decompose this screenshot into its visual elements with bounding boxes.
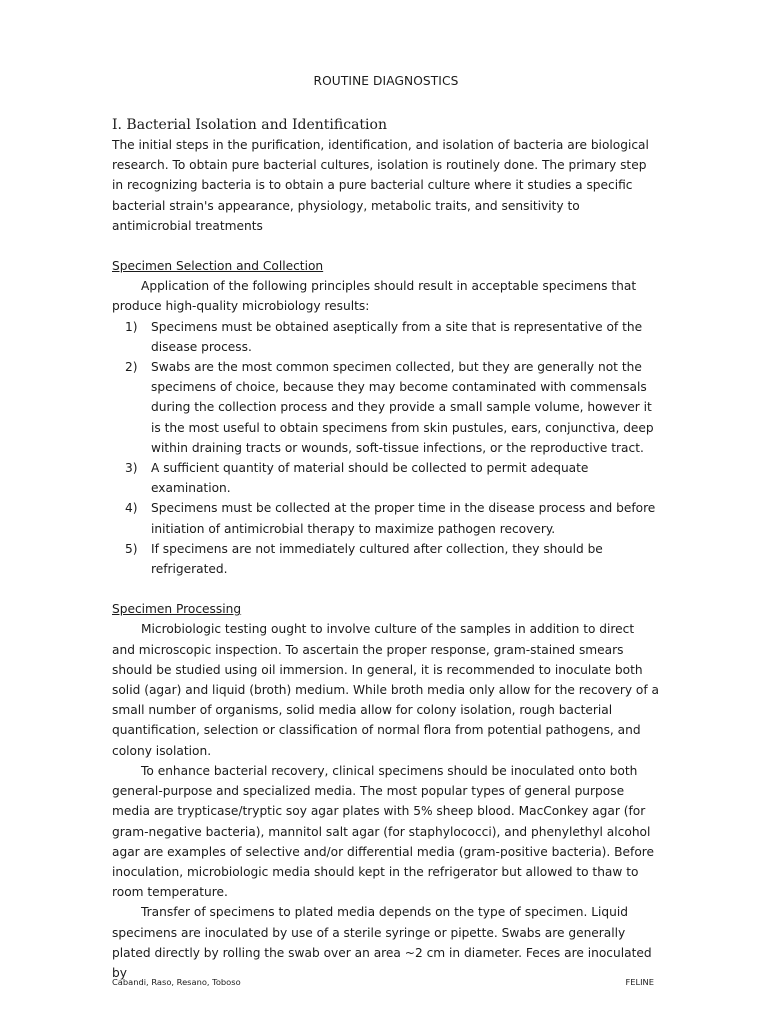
list-item-number: 2) [125,360,138,375]
footer-label: FELINE [625,977,654,987]
list-item-text: Specimens must be collected at the proper time in the disease process and before initiation of antimicrobial therapy to maximize pathogen recovery. [151,501,656,536]
list-item-text: A sufficient quantity of material should be collected to permit adequate examination. [151,461,589,496]
processing-paragraph: Transfer of specimens to plated media depends on the type of specimen. Liquid specimens are inoculated by use of a sterile syringe or pipette. Swabs are generally plated directly by rolling the swab over an area ~2 cm in diameter. Feces are inoculated by [112,905,652,980]
list-item [112,458,660,498]
document-title: ROUTINE DIAGNOSTICS [313,74,459,88]
intro-paragraph: The initial steps in the purification, identification, and isolation of bacteria are biological research. To obtain pure bacterial cultures, isolation is routinely done. The primary step in recognizing bacteria is to obtain a pure bacterial culture where it studies a specific bacterial strain's appearance, physiology, metabolic traits, and sensitivity to antimicrobial treatments [112,138,649,233]
collection-lead-paragraph: Application of the following principles should result in acceptable specimens that produce high-quality microbiology results: [112,279,637,314]
list-item-number: 1) [125,319,138,334]
list-item-text: If specimens are not immediately cultured after collection, they should be refrigerated. [151,541,603,577]
list-item [112,317,660,357]
processing-paragraph: Microbiologic testing ought to involve culture of the samples in addition to direct and microscopic inspection. To ascertain the proper response, gram-stained smears should be studied using oil immersion. In general, it is recommended to inoculate both solid (agar) and liquid (broth) medium. While broth media only allow for the recovery of a small number of organisms, solid media allow for colony isolation, rough bacterial quantification, selection or classification of normal flora from potential pathogens, and colony isolation. [112,622,660,758]
page-footer [112,977,654,987]
list-item-number: 4) [125,501,138,516]
subsection-heading-collection: Specimen Selection and Collection [112,259,324,274]
list-item [112,539,660,579]
section-heading: I. Bacterial Isolation and Identification [112,117,387,133]
document-page [112,71,660,983]
subsection-heading-processing: Specimen Processing [112,602,242,617]
list-item-number: 5) [125,541,138,556]
processing-paragraph: To enhance bacterial recovery, clinical specimens should be inoculated onto both general-purpose and specialized media. The most popular types of general purpose media are trypticase/tryptic soy agar plates with 5% sheep blood. MacConkey agar (for gram-negative bacteria), mannitol salt agar (for staphylococci), and phenylethyl alcohol agar are examples of selective and/or differential media (gram-positive bacteria). Before inoculation, microbiologic media should kept in the refrigerator but allowed to thaw to room temperature. [112,763,655,900]
list-item-text: Swabs are the most common specimen collected, but they are generally not the specimens of choice, because they may become contaminated with commensals during the collection process and they provide a small sample volume, however it is the most useful to obtain specimens from skin pustules, ears, conjunctiva, deep within draining tracts or wounds, soft-tissue infections, or the reproductive tract. [151,360,654,455]
footer-authors: Cabandi, Raso, Resano, Toboso [112,977,241,987]
list-item-number: 3) [125,461,138,476]
principles-list [112,317,660,580]
list-item [112,498,660,538]
list-item [112,357,660,458]
list-item-text: Specimens must be obtained aseptically from a site that is representative of the disease process. [151,319,643,354]
